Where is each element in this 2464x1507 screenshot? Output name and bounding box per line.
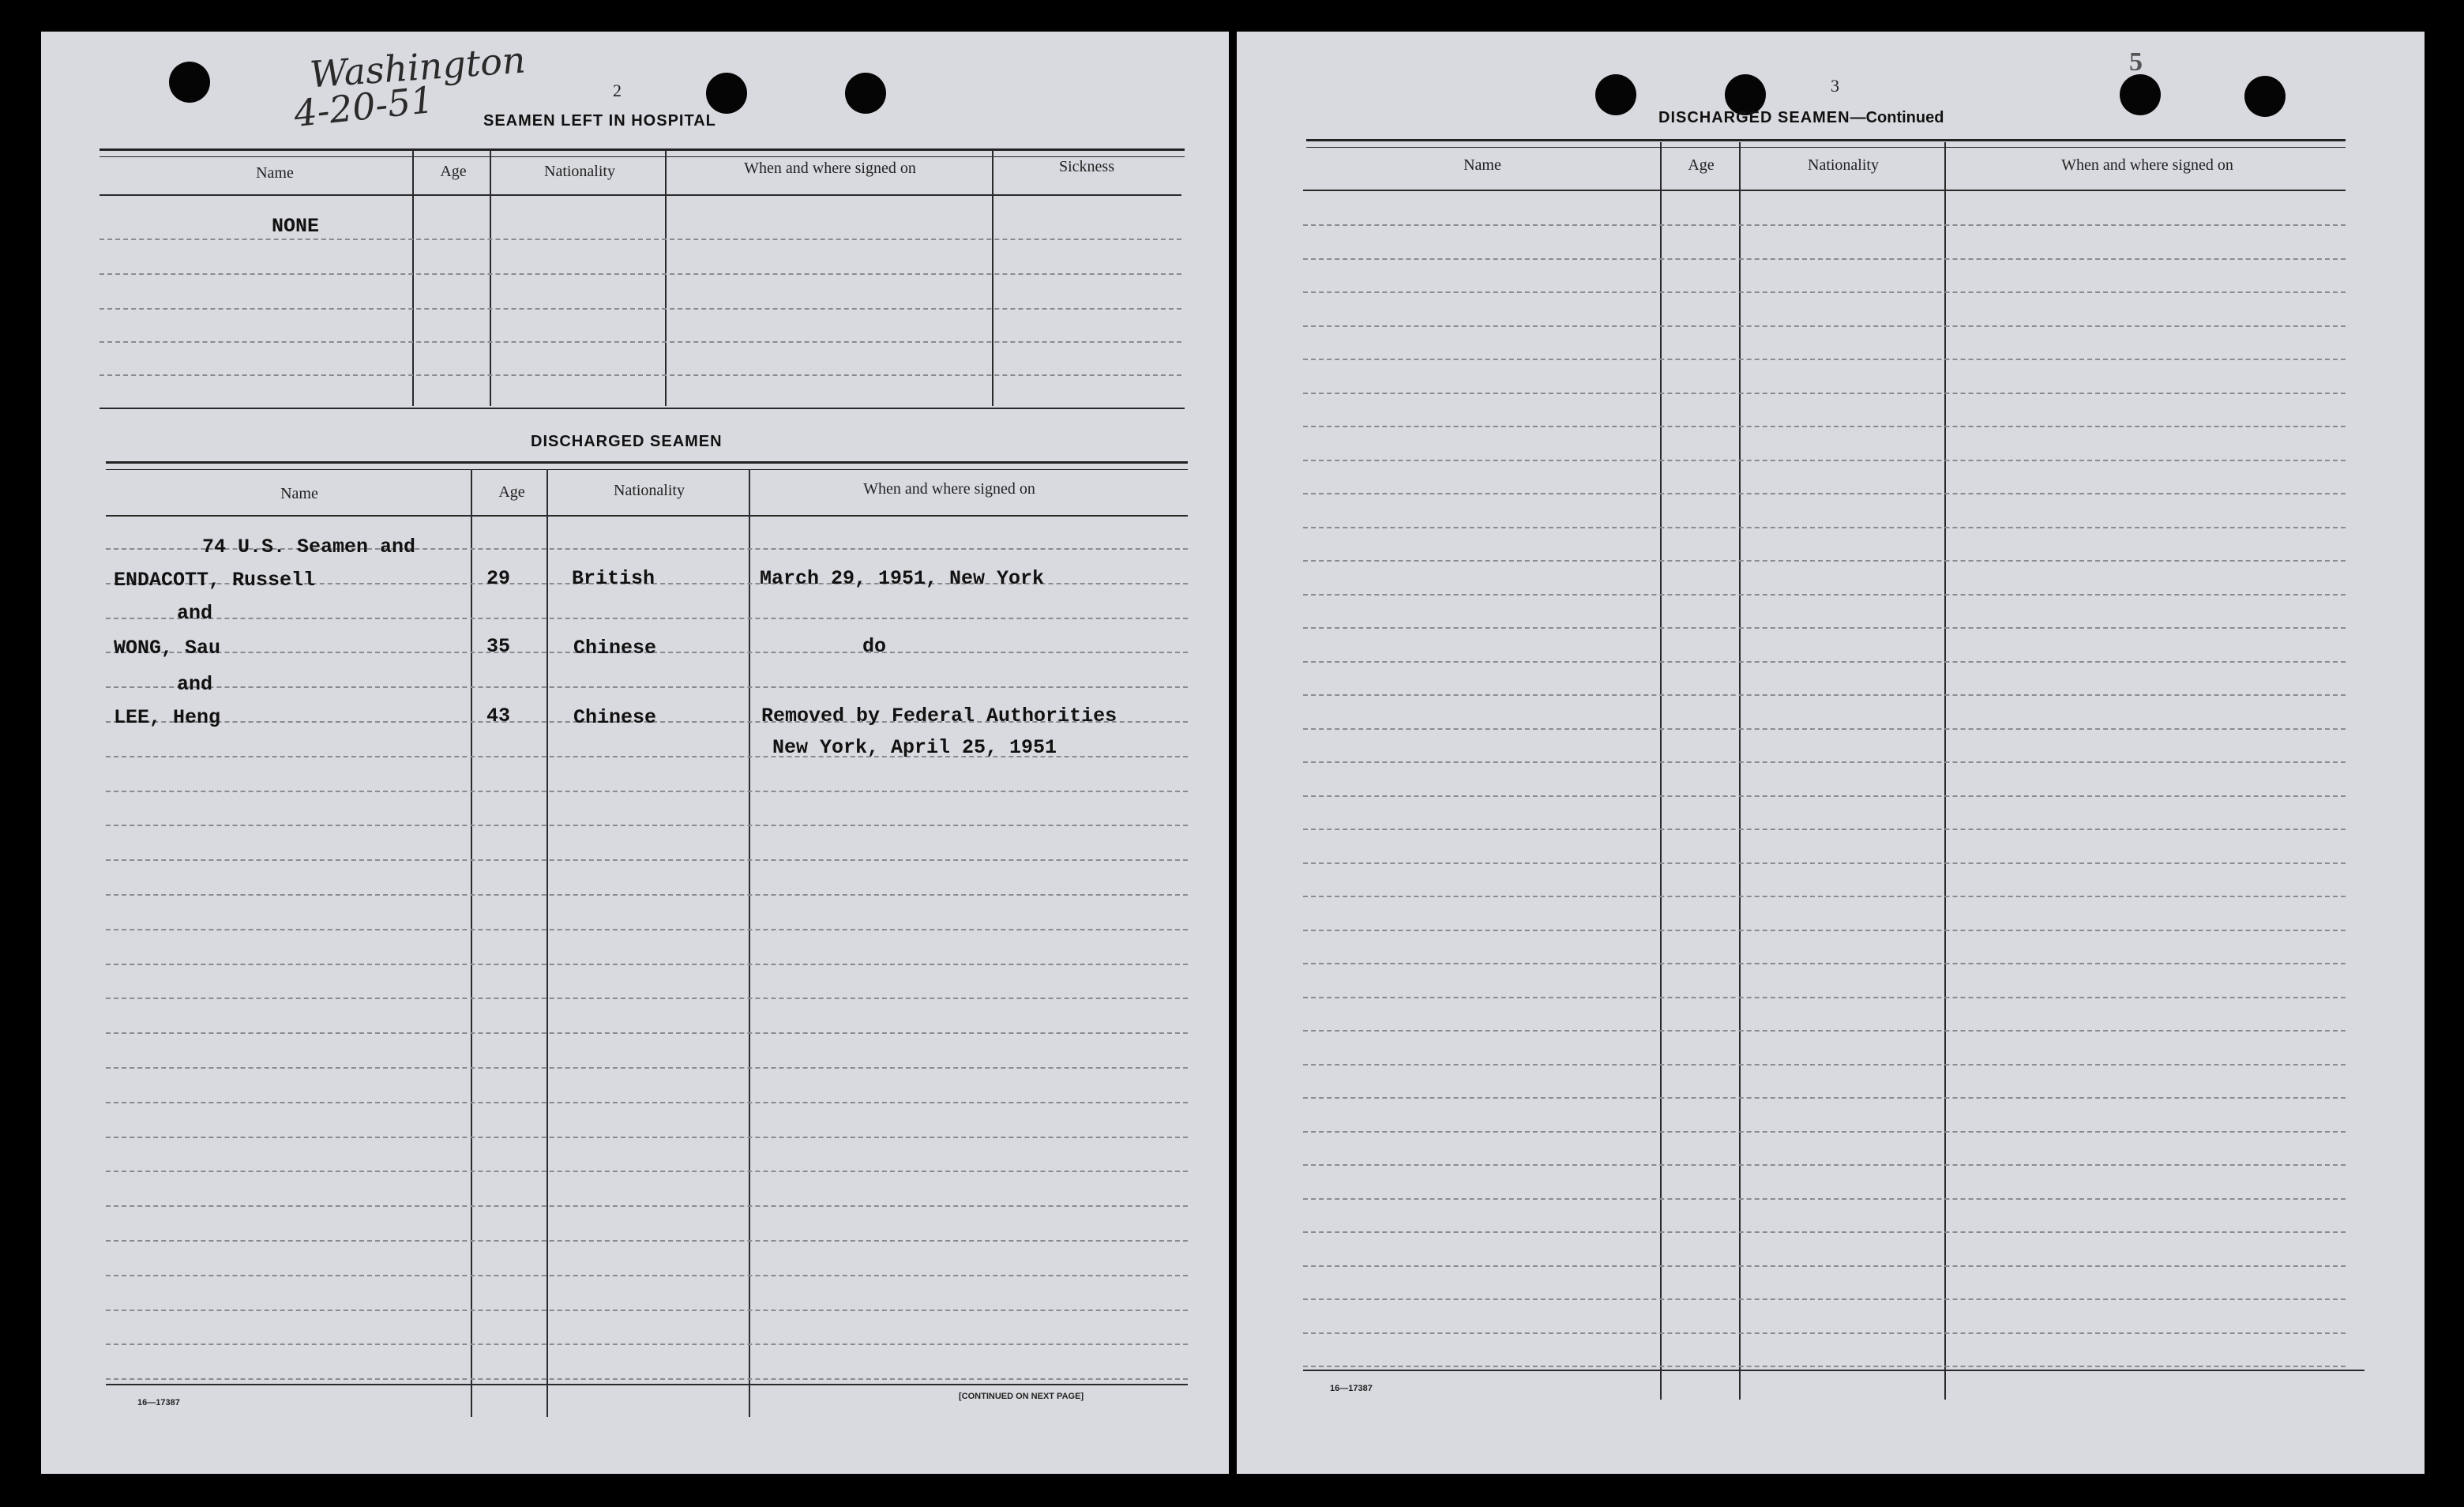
entry-line xyxy=(106,964,1188,965)
handwritten-place: Washington xyxy=(308,38,528,96)
discharged-header-rule xyxy=(106,461,1188,470)
header-underline xyxy=(106,515,1188,517)
entry-line xyxy=(106,998,1188,999)
punch-hole xyxy=(169,62,210,103)
entry-line xyxy=(1303,460,2346,461)
left-page xyxy=(41,32,1229,1474)
entry-line xyxy=(106,1240,1188,1242)
seaman-1-age: 29 xyxy=(486,567,511,590)
entry-line xyxy=(1303,1198,2346,1200)
column-header-age: Age xyxy=(440,163,467,180)
entry-line xyxy=(1303,393,2346,394)
hospital-section-title: SEAMEN LEFT IN HOSPITAL xyxy=(483,112,716,130)
column-header-signed-on: When and where signed on xyxy=(863,480,1035,498)
entry-line xyxy=(1303,761,2346,763)
right-page xyxy=(1237,32,2425,1474)
punch-hole xyxy=(845,73,886,114)
column-divider xyxy=(992,150,993,406)
column-header-signed-on: When and where signed on xyxy=(2061,156,2233,174)
entry-line xyxy=(1303,963,2346,964)
seaman-2-nationality: Chinese xyxy=(573,637,657,660)
entry-line xyxy=(1303,930,2346,931)
entry-line xyxy=(106,1137,1188,1138)
entry-line xyxy=(1303,493,2346,494)
column-header-age: Age xyxy=(498,483,525,501)
entry-line xyxy=(106,1275,1188,1276)
punch-hole xyxy=(2244,76,2286,117)
seaman-2-name: WONG, Sau xyxy=(114,637,221,660)
seaman-3-age: 43 xyxy=(486,705,511,727)
entry-line xyxy=(106,1171,1188,1172)
entry-line xyxy=(100,374,1181,376)
entry-line xyxy=(1303,795,2346,797)
hospital-entry-none: NONE xyxy=(272,215,320,238)
entry-line xyxy=(1303,291,2346,293)
punch-hole xyxy=(706,73,747,114)
column-header-age: Age xyxy=(1688,156,1715,174)
entry-line xyxy=(1303,325,2346,327)
header-underline xyxy=(100,194,1181,196)
column-header-name: Name xyxy=(280,485,318,502)
punch-hole xyxy=(2120,74,2161,115)
seaman-3-name: LEE, Heng xyxy=(114,706,221,729)
entry-line xyxy=(106,1205,1188,1207)
entry-line xyxy=(1303,359,2346,360)
seaman-1-name: ENDACOTT, Russell xyxy=(114,569,316,592)
entry-line xyxy=(1303,594,2346,596)
entry-line xyxy=(106,859,1188,861)
continued-note: [CONTINUED ON NEXT PAGE] xyxy=(959,1392,1084,1401)
seaman-2-age: 35 xyxy=(486,635,511,658)
form-number: 16—17387 xyxy=(1330,1384,1373,1393)
entry-line xyxy=(1303,627,2346,629)
entry-line xyxy=(1303,527,2346,528)
entry-line xyxy=(1303,1064,2346,1065)
column-divider xyxy=(665,150,667,406)
entry-line xyxy=(1303,1298,2346,1300)
column-divider xyxy=(1660,142,1662,1400)
and-connector: and xyxy=(177,673,213,696)
discharged-bottom-rule xyxy=(106,1384,1188,1385)
corner-mark: 5 xyxy=(2129,47,2143,77)
entry-line xyxy=(1303,997,2346,998)
entry-line xyxy=(1303,661,2346,663)
entry-line xyxy=(100,239,1181,240)
entry-line xyxy=(1303,728,2346,730)
header-underline xyxy=(1303,190,2346,191)
section-title-suffix: —Continued xyxy=(1850,109,1944,126)
form-number: 16—17387 xyxy=(137,1398,180,1407)
entry-line xyxy=(1303,896,2346,897)
entry-line xyxy=(1303,1231,2346,1233)
seaman-1-nationality: British xyxy=(572,567,655,590)
entry-line xyxy=(106,1032,1188,1034)
intro-line: 74 U.S. Seamen and xyxy=(202,536,416,558)
column-header-sickness: Sickness xyxy=(1059,158,1114,175)
bottom-rule xyxy=(1303,1370,2364,1371)
entry-line xyxy=(106,1067,1188,1069)
entry-line xyxy=(1303,1164,2346,1166)
entry-line xyxy=(1303,1030,2346,1032)
entry-line xyxy=(1303,258,2346,260)
entry-line xyxy=(106,929,1188,930)
column-divider xyxy=(490,150,491,406)
entry-line xyxy=(106,1310,1188,1311)
entry-line xyxy=(106,1378,1188,1380)
column-divider xyxy=(1739,142,1741,1400)
page-number: 2 xyxy=(613,81,622,100)
entry-line xyxy=(1303,1332,2346,1334)
punch-hole xyxy=(1595,74,1636,115)
entry-line xyxy=(1303,1131,2346,1133)
section-title: DISCHARGED SEAMEN xyxy=(1658,109,1850,126)
entry-line xyxy=(1303,694,2346,696)
entry-line xyxy=(1303,426,2346,427)
handwritten-date: 4-20-51 xyxy=(291,77,436,136)
hospital-bottom-rule xyxy=(100,408,1185,409)
entry-line xyxy=(106,825,1188,826)
column-header-nationality: Nationality xyxy=(614,482,685,499)
entry-line xyxy=(1303,1366,2346,1367)
entry-line xyxy=(1303,1097,2346,1099)
seaman-1-signed-on: March 29, 1951, New York xyxy=(760,567,1045,590)
seaman-3-signed-on-line1: Removed by Federal Authorities xyxy=(761,705,1117,727)
entry-line xyxy=(1303,1265,2346,1267)
entry-line xyxy=(1303,560,2346,562)
discharged-continued-title xyxy=(1658,109,1944,127)
entry-line xyxy=(106,686,1188,688)
seaman-3-signed-on-line2: New York, April 25, 1951 xyxy=(772,736,1057,759)
column-divider xyxy=(412,150,414,406)
entry-line xyxy=(1303,829,2346,830)
hospital-header-rule xyxy=(100,148,1185,157)
entry-line xyxy=(106,1102,1188,1103)
column-header-nationality: Nationality xyxy=(1808,156,1879,174)
discharged-section-title: DISCHARGED SEAMEN xyxy=(531,433,723,450)
and-connector: and xyxy=(177,602,213,625)
column-header-name: Name xyxy=(1463,156,1501,174)
entry-line xyxy=(100,341,1181,343)
entry-line xyxy=(106,1344,1188,1345)
column-header-signed-on: When and where signed on xyxy=(744,160,916,177)
column-header-name: Name xyxy=(256,164,294,182)
entry-line xyxy=(106,894,1188,896)
entry-line xyxy=(106,618,1188,619)
page-number: 3 xyxy=(1831,76,1839,96)
entry-line xyxy=(1303,224,2346,226)
seaman-3-nationality: Chinese xyxy=(573,706,657,729)
entry-line xyxy=(100,273,1181,275)
column-divider xyxy=(1944,142,1946,1400)
entry-line xyxy=(106,791,1188,792)
header-rule xyxy=(1306,139,2346,148)
entry-line xyxy=(1303,862,2346,864)
entry-line xyxy=(100,308,1181,310)
column-header-nationality: Nationality xyxy=(544,163,615,180)
seaman-2-signed-on: do xyxy=(862,635,887,658)
